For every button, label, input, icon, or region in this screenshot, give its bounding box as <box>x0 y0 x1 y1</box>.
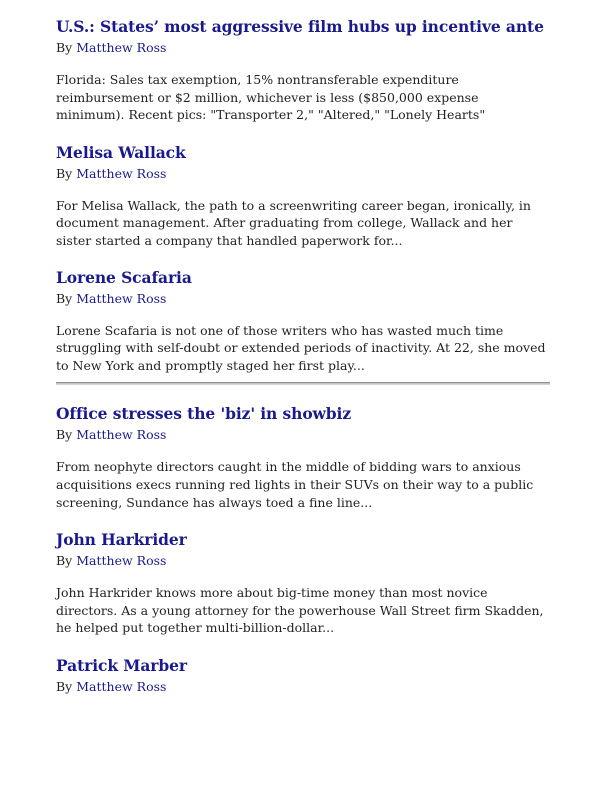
article-item <box>56 16 550 124</box>
article-title-link[interactable]: Lorene Scafaria <box>56 267 192 287</box>
section-divider <box>56 382 550 385</box>
byline-prefix: By <box>56 553 77 569</box>
byline-prefix: By <box>56 678 77 694</box>
author-link[interactable]: Matthew Ross <box>76 40 167 55</box>
byline-prefix: By <box>56 427 77 443</box>
article-item <box>56 267 550 375</box>
author-link[interactable]: Matthew Ross <box>76 290 167 306</box>
author-link[interactable]: Matthew Ross <box>76 553 167 569</box>
article-title-link[interactable]: John Harkrider <box>56 530 187 550</box>
article-list <box>56 16 550 696</box>
article-item <box>56 403 550 511</box>
author-link[interactable]: Matthew Ross <box>76 165 167 181</box>
byline <box>56 678 550 696</box>
byline <box>56 426 550 444</box>
byline-prefix: By <box>56 290 77 306</box>
byline <box>56 290 550 308</box>
article-title-link[interactable]: Patrick Marber <box>56 655 187 675</box>
byline-prefix: By <box>56 40 77 55</box>
article-item <box>56 655 550 696</box>
article-summary: Lorene Scafaria is not one of those writers who has wasted much time struggling with self-doubt or extended periods of inactivity. At 22, she moved to New York and promptly staged her first play... <box>56 322 546 373</box>
author-link[interactable]: Matthew Ross <box>76 678 167 694</box>
article-item <box>56 142 550 250</box>
article-summary: Florida: Sales tax exemption, 15% nontransferable expenditure reimbursement or $2 million, whichever is less ($850,000 expense minimum). Recent pics: "Transporter 2," "Altered," "Lonely Hearts" <box>56 72 486 123</box>
article-summary: John Harkrider knows more about big-time money than most novice directors. As a young attorney for the powerhouse Wall Street firm Skadden, he helped put together multi-billion-dollar... <box>56 585 544 636</box>
article-title-link[interactable]: U.S.: States’ most aggressive film hubs up incentive ante <box>56 17 544 36</box>
article-summary: From neophyte directors caught in the middle of bidding wars to anxious acquisitions execs running red lights in their SUVs on their way to a public screening, Sundance has always toed a fine line... <box>56 459 534 510</box>
byline <box>56 39 550 57</box>
article-item <box>56 529 550 637</box>
article-title-link[interactable]: Melisa Wallack <box>56 142 186 162</box>
author-link[interactable]: Matthew Ross <box>76 427 167 443</box>
byline <box>56 552 550 570</box>
article-title-link[interactable]: Office stresses the 'biz' in showbiz <box>56 404 352 424</box>
byline-prefix: By <box>56 165 77 181</box>
article-summary: For Melisa Wallack, the path to a screenwriting career began, ironically, in document management. After graduating from college, Wallack and her sister started a company that handled paperwork for... <box>56 197 531 248</box>
byline <box>56 165 550 183</box>
